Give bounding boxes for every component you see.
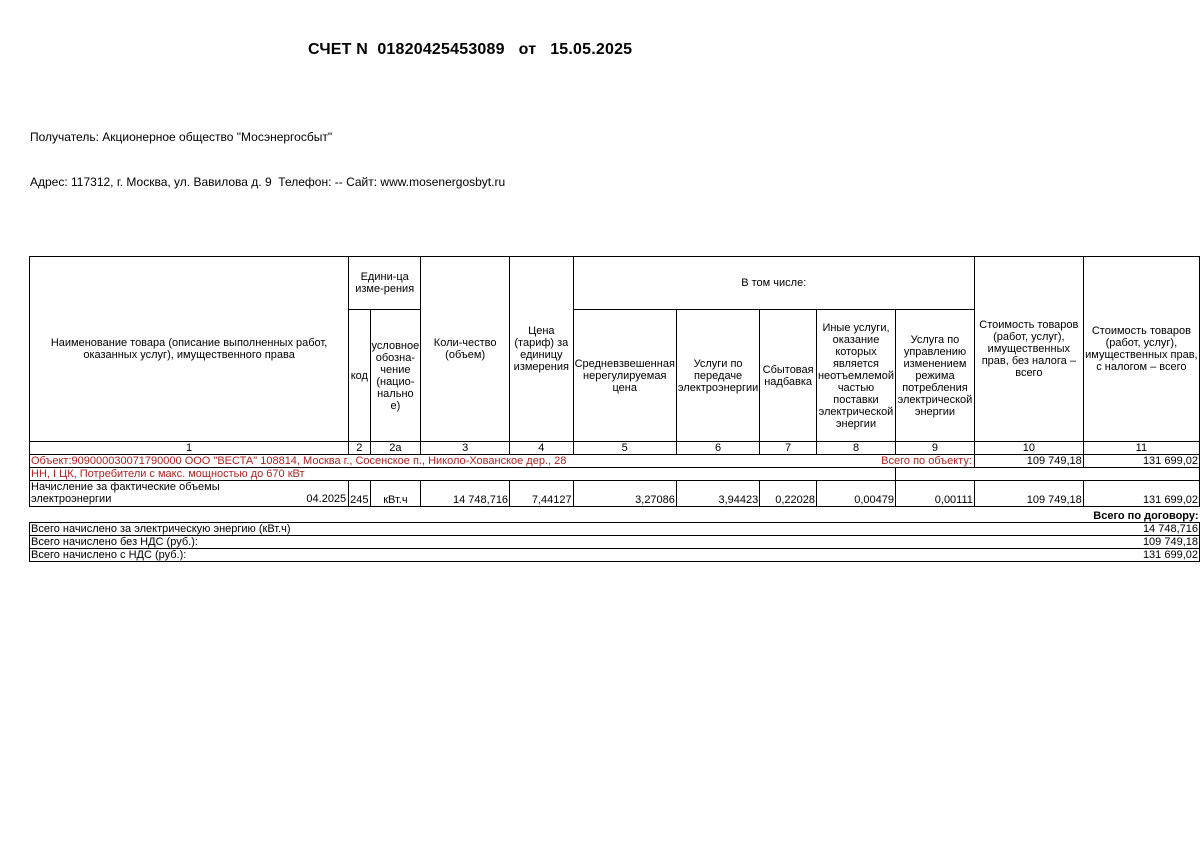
column-number: 10: [974, 442, 1083, 455]
charge-other-services: 0,00479: [816, 481, 895, 507]
invoice-table: [29, 256, 1200, 562]
charge-demand-management: 0,00111: [896, 481, 975, 507]
totals-label: Всего начислено за электрическую энергию (кВт.ч): [30, 523, 975, 536]
charge-cost-no-vat: 109 749,18: [974, 481, 1083, 507]
charge-period: 04.2025: [306, 493, 347, 505]
object-total-no-vat: 109 749,18: [974, 455, 1083, 468]
totals-label: Всего начислено без НДС (руб.):: [30, 536, 975, 549]
charge-cost-with-vat: 131 699,02: [1083, 481, 1199, 507]
totals-row: [30, 523, 1200, 536]
header-other-services: Иные услуги, оказание которых является неотъемлемой частью поставки электрической энергии: [816, 310, 895, 442]
charge-description: Начисление за фактические объемы электроэнергии: [31, 481, 220, 505]
invoice-title: СЧЕТ N 01820425453089 от 15.05.2025: [308, 41, 633, 58]
charge-transmission: 3,94423: [676, 481, 759, 507]
column-number: 2а: [370, 442, 421, 455]
header-weighted-price: Средневзвешенная нерегулируемая цена: [573, 310, 676, 442]
contract-total-row: [30, 507, 1200, 523]
header-cost-no-vat: Стоимость товаров (работ, услуг), имущественных прав, без налога – всего: [974, 257, 1083, 442]
column-number: 7: [760, 442, 817, 455]
charge-row: [30, 481, 1200, 507]
column-number: 5: [573, 442, 676, 455]
column-number: 1: [30, 442, 349, 455]
header-demand-management: Услуга по управлению изменением режима потребления электрической энергии: [896, 310, 975, 442]
column-number: 9: [896, 442, 975, 455]
header-cost-with-vat: Стоимость товаров (работ, услуг), имущественных прав, с налогом – всего: [1083, 257, 1199, 442]
totals-label: Всего начислено с НДС (руб.):: [30, 549, 975, 562]
object-row: [30, 455, 1200, 468]
header-price: Цена (тариф) за единицу измерения: [510, 257, 574, 442]
tariff-row: [30, 468, 1200, 481]
object-total-with-vat: 131 699,02: [1083, 455, 1199, 468]
object-label: Объект:909000030071790000 ООО "ВЕСТА" 108814, Москва г., Сосенское п., Николо-Хованское дер., 28: [31, 455, 567, 467]
column-number: 11: [1083, 442, 1199, 455]
header-name: Наименование товара (описание выполненных работ, оказанных услуг), имущественного права: [30, 257, 349, 442]
column-number: 8: [816, 442, 895, 455]
totals-value: 109 749,18: [974, 536, 1199, 549]
column-number: 2: [349, 442, 370, 455]
tariff-label: НН, I ЦК, Потребители с макс. мощностью до 670 кВт: [30, 468, 896, 481]
charge-quantity: 14 748,716: [421, 481, 510, 507]
header-qty: Коли-чество (объем): [421, 257, 510, 442]
contract-total-label: Всего по договору:: [1093, 510, 1199, 522]
object-total-label: Всего по объекту:: [881, 455, 972, 467]
recipient-block: [30, 100, 505, 205]
column-number: 3: [421, 442, 510, 455]
recipient-address: Адрес: 117312, г. Москва, ул. Вавилова д. 9 Телефон: -- Сайт: www.mosenergosbyt.ru: [30, 175, 506, 189]
totals-value: 131 699,02: [974, 549, 1199, 562]
charge-code: 245: [349, 481, 370, 507]
header-sales-markup: Сбытовая надбавка: [760, 310, 817, 442]
header-unit: Едини-ца изме-рения: [349, 257, 421, 310]
totals-value: 14 748,716: [974, 523, 1199, 536]
column-number: 6: [676, 442, 759, 455]
header-code: код: [349, 310, 370, 442]
charge-price: 7,44127: [510, 481, 574, 507]
charge-sales-markup: 0,22028: [760, 481, 817, 507]
header-transmission: Услуги по передаче электроэнергии: [676, 310, 759, 442]
column-number: 4: [510, 442, 574, 455]
charge-unit: кВт.ч: [370, 481, 421, 507]
column-numbers-row: [30, 442, 1200, 455]
totals-row: [30, 549, 1200, 562]
recipient-name: Получатель: Акционерное общество "Мосэнергосбыт": [30, 130, 333, 144]
totals-row: [30, 536, 1200, 549]
charge-weighted-price: 3,27086: [573, 481, 676, 507]
header-including: В том числе:: [573, 257, 974, 310]
header-symbol: условное обозна-чение (нацио-нально е): [370, 310, 421, 442]
